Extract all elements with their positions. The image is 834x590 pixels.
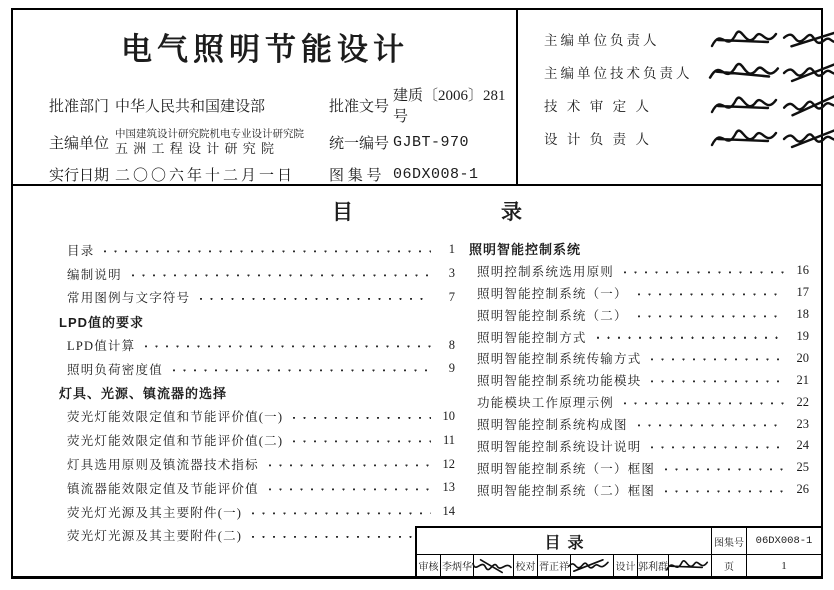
dot-leader: [634, 413, 785, 435]
toc-row: [59, 405, 455, 429]
proofer-name: 胥正祥: [538, 555, 571, 576]
editor-label: 主编单位: [49, 135, 110, 152]
toc-entry-title: 照明智能控制系统设计说明: [477, 439, 642, 454]
toc-entry-title: 编制说明: [67, 267, 122, 282]
designer-signature-cell: [669, 555, 712, 576]
signatory-role-label: 主编单位技术负责人: [544, 65, 693, 81]
toc-heading-char1: 目: [332, 201, 353, 224]
dot-leader: [620, 391, 785, 413]
toc-entry-title: 目录: [67, 243, 95, 258]
doc-no-label: 批准文号: [329, 98, 390, 115]
toc-entry-page: 25: [796, 460, 809, 475]
toc-row: [59, 286, 455, 310]
toc-entry-page: 20: [796, 350, 809, 365]
toc-entry-title: 照明负荷密度值: [67, 362, 163, 377]
toc-entry-title: LPD值的要求: [59, 314, 145, 330]
toc-entry-page: 3: [448, 266, 455, 281]
dot-leader: [661, 457, 785, 479]
signatory-row: [544, 55, 819, 88]
atlas-no-value: 06DX008-1: [747, 528, 821, 555]
toc-entry-page: 22: [796, 394, 809, 409]
toc-entry-page: 18: [796, 307, 809, 322]
atlas-no-label: 图集号: [712, 528, 747, 555]
toc-entry-page: 1: [448, 242, 455, 257]
dot-leader: [100, 238, 431, 262]
sheet-title-cell: 目录: [417, 528, 712, 555]
dot-leader: [128, 262, 431, 286]
toc-row: [59, 500, 455, 524]
dot-leader: [169, 357, 431, 381]
editor-row: [49, 126, 511, 158]
dot-leader: [620, 260, 785, 282]
date-value: 二〇〇六年十二月一日: [115, 167, 296, 184]
toc-entry-title: LPD值计算: [67, 339, 136, 354]
signatory-role-label: 技 术 审 定 人: [544, 98, 652, 114]
signature-icon: [780, 57, 834, 87]
atlas-label: 图 集 号: [329, 167, 382, 184]
toc-entry-title: 照明智能控制系统（一）框图: [477, 461, 656, 476]
toc-entry-page: 26: [796, 482, 809, 497]
toc-entry-title: 灯具选用原则及镇流器技术指标: [67, 458, 259, 473]
toc-row: [469, 326, 809, 348]
toc-entry-title: 照明智能控制系统（二）框图: [477, 483, 656, 498]
signature-icon: [708, 123, 780, 153]
toc-row: [469, 479, 809, 501]
dot-leader: [196, 286, 431, 310]
toc-entry-title: 照明智能控制系统构成图: [477, 418, 628, 433]
toc-entry-title: 灯具、光源、镇流器的选择: [59, 386, 228, 402]
toc-row: [469, 457, 809, 479]
dot-leader: [634, 304, 785, 326]
toc-row: [469, 260, 809, 282]
reviewer-signature-cell: [474, 555, 514, 576]
toc-entry-title: 镇流器能效限定值及节能评价值: [67, 481, 259, 496]
editor-value: [115, 126, 329, 158]
toc-entry-page: 13: [442, 480, 455, 495]
dot-leader: [150, 309, 431, 333]
toc-entry-page: 7: [448, 289, 455, 304]
toc-row: [59, 309, 455, 333]
editor-value-line1: 中国建筑设计研究院机电专业设计研究院: [115, 129, 304, 141]
toc-row: [59, 357, 455, 381]
editor-value-line2: 五 洲 工 程 设 计 研 究 院: [115, 141, 276, 156]
design-label: 设计: [614, 555, 638, 576]
toc-entry-page: 21: [796, 372, 809, 387]
dot-leader: [265, 452, 431, 476]
toc-entry-page: 11: [442, 432, 455, 447]
proofer-signature-cell: [571, 555, 614, 576]
dot-leader: [289, 405, 431, 429]
dot-leader: [634, 282, 785, 304]
review-label: 审核: [417, 555, 441, 576]
toc-row: [469, 391, 809, 413]
designer-name: 郭利群: [638, 555, 669, 576]
toc-entry-title: 照明智能控制系统: [469, 242, 582, 258]
toc-entry-title: 照明智能控制系统传输方式: [477, 352, 642, 367]
toc-row: [59, 262, 455, 286]
toc-entry-title: 照明控制系统选用原则: [477, 264, 615, 279]
date-label: 实行日期: [49, 167, 110, 184]
toc-entry-title: 照明智能控制系统功能模块: [477, 374, 642, 389]
toc-row: [469, 435, 809, 457]
page-label: 页: [712, 555, 747, 576]
signature-icon: [557, 556, 621, 575]
toc-right-column: [469, 238, 809, 547]
toc-entry-page: 8: [448, 337, 455, 352]
toc-entry-page: 12: [442, 456, 455, 471]
signature-icon: [705, 54, 782, 89]
toc-heading-char2: 录: [501, 201, 522, 224]
document-title: 电气照明节能设计: [121, 32, 409, 67]
toc-row: [469, 282, 809, 304]
toc-row: [469, 304, 809, 326]
toc-heading: [13, 196, 821, 226]
toc-entry-page: 23: [796, 416, 809, 431]
toc-left-column: [59, 238, 455, 547]
toc-entry-page: 24: [796, 438, 809, 453]
dot-leader: [647, 369, 785, 391]
toc-entry-title: 荧光灯光源及其主要附件(一): [67, 505, 243, 520]
dot-leader: [289, 428, 431, 452]
toc-section: [13, 186, 821, 576]
signatory-row: [544, 88, 819, 121]
toc-entry-title: 功能模块工作原理示例: [477, 396, 615, 411]
approval-row: [49, 84, 511, 126]
toc-row: [59, 428, 455, 452]
toc-entry-title: 荧光灯能效限定值和节能评价值(一): [67, 410, 284, 425]
title-block: [415, 526, 821, 576]
toc-entry-page: 10: [442, 408, 455, 423]
signatory-row: [544, 22, 819, 55]
dot-leader: [248, 524, 431, 548]
toc-row: [59, 452, 455, 476]
toc-row: [59, 476, 455, 500]
signature-icon: [779, 21, 834, 56]
toc-entry-page: 16: [796, 263, 809, 278]
dot-leader: [141, 333, 431, 357]
toc-columns: [13, 238, 821, 547]
atlas-value: 06DX008-1: [393, 165, 479, 183]
signatory-role-label: 设 计 负 责 人: [544, 131, 652, 147]
page-border-frame: [11, 8, 823, 579]
toc-row: [469, 238, 809, 260]
serial-value: GJBT-970: [393, 133, 470, 151]
toc-row: [469, 413, 809, 435]
toc-entry-page: 9: [448, 361, 455, 376]
approval-dept-label: 批准部门: [49, 98, 110, 115]
approval-info-table: [49, 84, 511, 190]
dot-leader: [661, 479, 785, 501]
dot-leader: [647, 347, 785, 369]
reviewer-name: 李炳华: [441, 555, 474, 576]
dot-leader: [265, 476, 431, 500]
toc-row: [59, 333, 455, 357]
toc-entry-title: 照明智能控制系统（二）: [477, 308, 628, 323]
signature-icon: [655, 556, 719, 575]
toc-row: [59, 238, 455, 262]
toc-row: [59, 381, 455, 405]
header-band: [13, 10, 821, 186]
dot-leader: [593, 326, 785, 348]
toc-entry-title: 荧光灯能效限定值和节能评价值(二): [67, 434, 284, 449]
signatory-role-label: 主编单位负责人: [544, 32, 660, 48]
signature-icon: [460, 556, 524, 575]
signature-icon: [708, 90, 780, 120]
dot-leader: [233, 381, 431, 405]
serial-label: 统一编号: [329, 135, 390, 152]
signatory-row: [544, 121, 819, 154]
toc-entry-title: 照明智能控制方式: [477, 330, 587, 345]
dot-leader: [587, 238, 785, 260]
toc-entry-page: 14: [442, 504, 455, 519]
page-number-value: 1: [781, 559, 787, 572]
dot-leader: [647, 435, 785, 457]
approval-dept-value: 中华人民共和国建设部: [115, 98, 266, 115]
dot-leader: [248, 500, 431, 524]
toc-entry-title: 照明智能控制系统（一）: [477, 286, 628, 301]
proof-label: 校对: [514, 555, 538, 576]
signature-icon: [779, 88, 834, 122]
doc-no-value: 建质〔2006〕281号: [393, 88, 506, 125]
signatories-area: [518, 22, 819, 182]
signature-icon: [780, 123, 834, 153]
signature-icon: [708, 24, 780, 54]
toc-entry-title: 常用图例与文字符号: [67, 291, 191, 306]
toc-entry-page: 19: [796, 329, 809, 343]
toc-row: [469, 347, 809, 369]
toc-row: [59, 524, 455, 548]
toc-row: [469, 369, 809, 391]
toc-entry-title: 荧光灯光源及其主要附件(二): [67, 529, 243, 544]
toc-entry-page: 17: [796, 285, 809, 300]
